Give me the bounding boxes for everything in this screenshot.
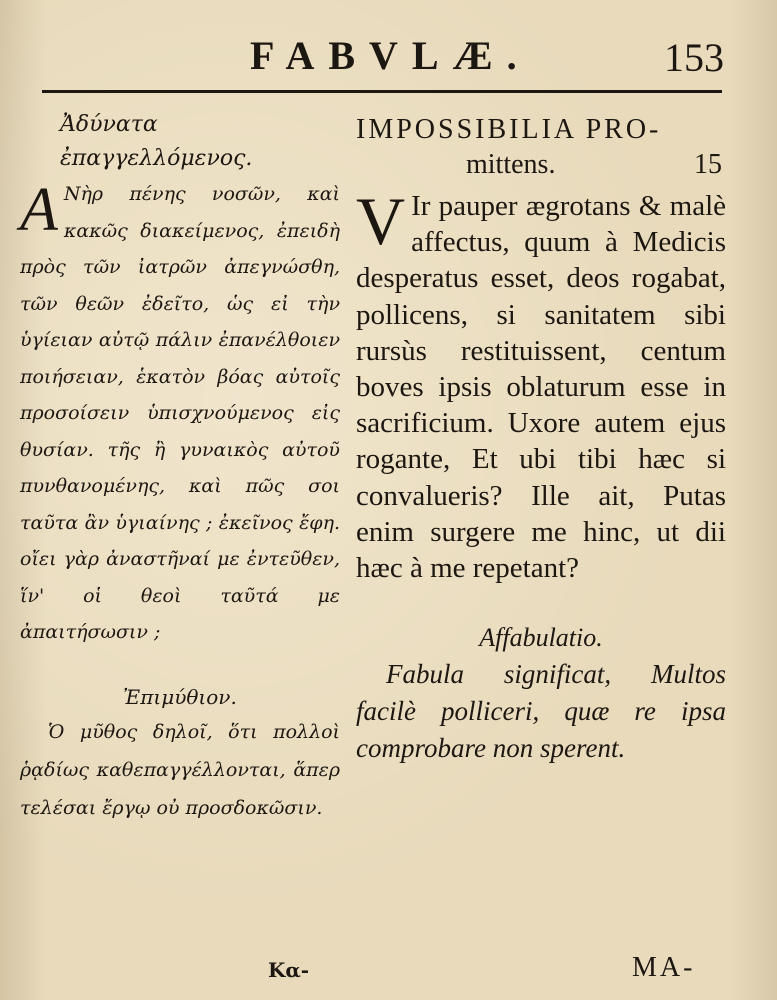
- page-number: 153: [664, 35, 724, 80]
- header-rule: [42, 90, 722, 93]
- greek-fable-text: [20, 176, 340, 651]
- greek-catchword: Κα-: [268, 958, 310, 982]
- greek-moral-heading: Ἐπιμύθιον.: [123, 684, 237, 709]
- latin-column: [356, 108, 726, 767]
- latin-fable-text: [356, 183, 726, 586]
- latin-drop-cap: V: [356, 183, 406, 259]
- fable-number: 15: [694, 149, 722, 180]
- latin-catchword: MA-: [632, 952, 696, 983]
- greek-body-text: Νὴρ πένης νοσῶν, καὶ κακῶς διακείμενος, ἐπειδὴ πρὸς τῶν ἰατρῶν ἀπεγνώσθη, τῶν θεῶν ἐδεῖτο, ὡς εἰ τὴν ὑγίειαν αὐτῷ πάλιν ἐπανέλθοιεν ποιήσειαν, ἑκατὸν βόας αὐτοῖς προσοίσειν ὑπισχνούμενος εἰς θυσίαν. τῆς ἢ γυναικὸς αὐτοῦ πυνθανομένης, καὶ πῶς σοι ταῦτα ἂν ὑγιαίνης ; ἐκεῖνος ἔφη. οἴει γὰρ ἀναστῆναί με ἐντεῦθεν, ἵν' οἱ θεοὶ ταῦτά με ἀπαιτήσωσιν ;: [20, 183, 340, 643]
- running-title: FABVLÆ.: [250, 33, 531, 78]
- latin-fable-title: IMPOSSIBILIA PRO-: [356, 114, 662, 145]
- latin-body-text: Ir pauper ægrotans & malè affectus, quum à Medicis desperatus esset, deos rogabat, pollicens, si sanitatem sibi rursùs restituissent, centum boves ipsis oblaturum esse in sacrificium. Uxore autem ejus rogante, Et ubi tibi hæc si convalueris? Ille ait, Putas enim surgere me hinc, ut dii hæc à me repetant?: [356, 190, 726, 585]
- latin-title-line2: mittens.: [466, 149, 556, 180]
- latin-moral-text: Fabula significat, Multos facilè polliceri, quæ re ipsa comprobare non sperent.: [356, 659, 726, 764]
- greek-moral-text: Ὁ μῦθος δηλοῖ, ὅτι πολλοὶ ῥᾳδίως καθεπαγγέλλονται, ἅπερ τελέσαι ἔργῳ οὐ προσδοκῶσιν.: [20, 720, 340, 819]
- latin-fable-title-continued: [356, 148, 726, 182]
- greek-drop-cap: Α: [20, 176, 58, 244]
- greek-column: [20, 108, 340, 827]
- greek-fable-title: Ἀδύνατα ἐπαγγελλόμενος.: [60, 112, 253, 171]
- latin-moral-heading: Affabulatio.: [479, 623, 603, 653]
